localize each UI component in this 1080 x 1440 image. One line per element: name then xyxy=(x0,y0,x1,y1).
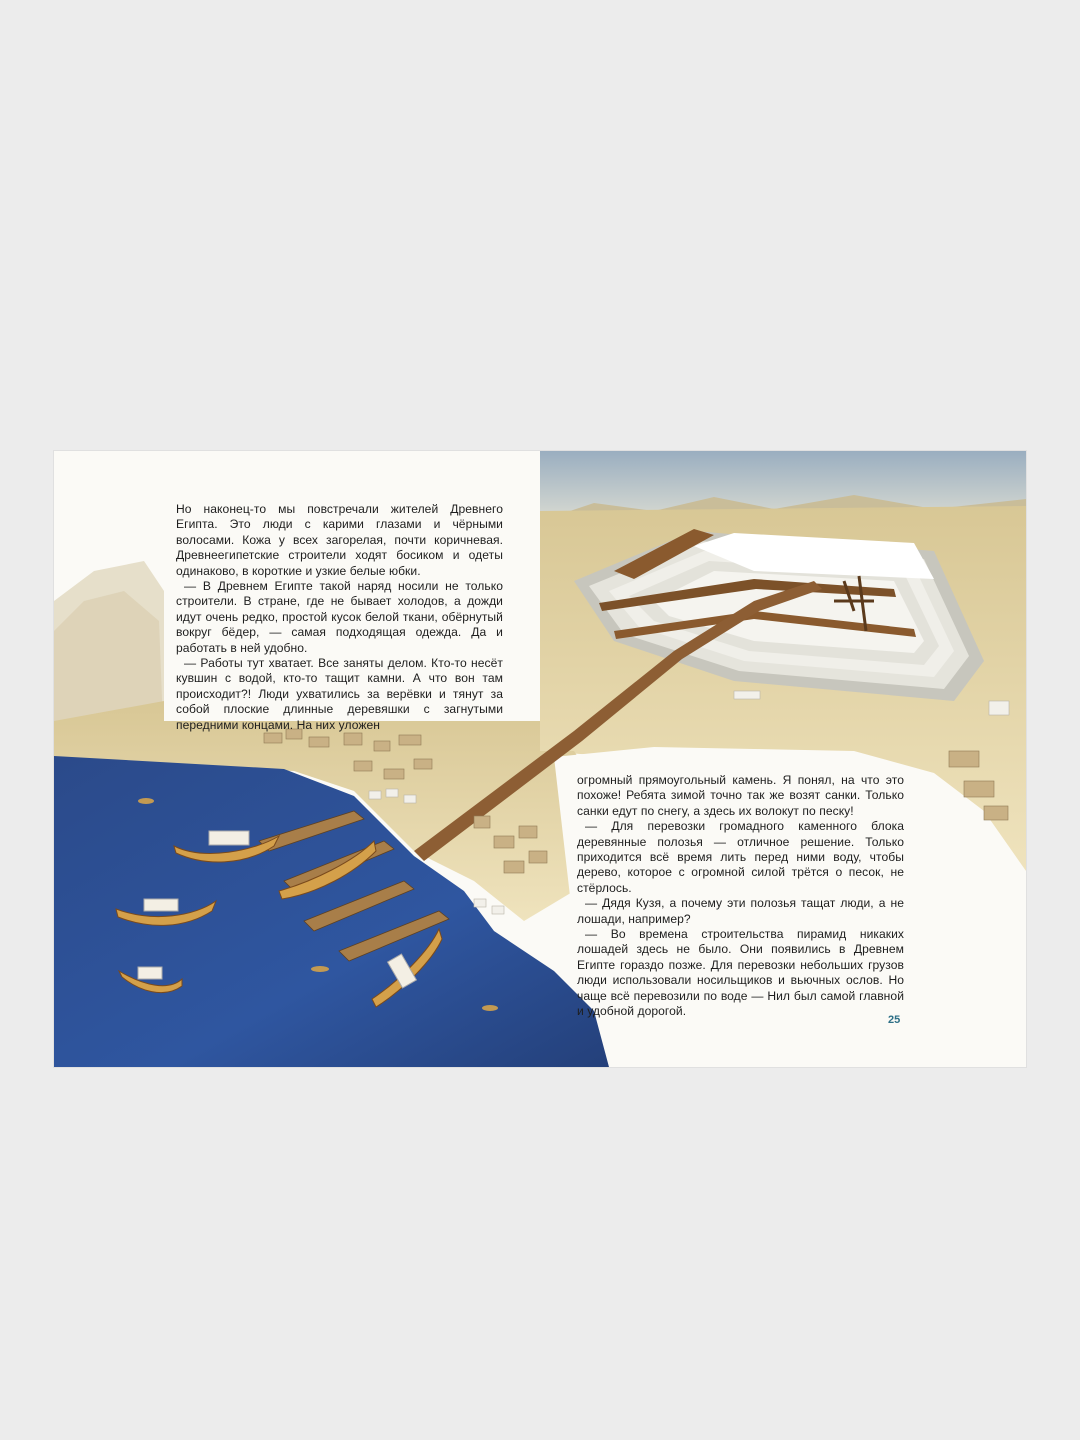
left-page-text xyxy=(176,502,503,733)
paragraph: — Для перевозки громадного каменного блока деревянные полозья — отличное решение. Только приходится всё время лить перед ними воду, чтобы дерево, которое с огромной силой трётся о песок, не стёрлось. xyxy=(577,819,904,895)
paragraph: — Во времена строительства пирамид никаких лошадей здесь не было. Они появились в Древнем Египте гораздо позже. Для перевозки небольших грузов люди использовали носильщиков и вьючных ослов. Но чаще всё перевозили по воде — Нил был самой главной и удобной дорогой. xyxy=(577,927,904,1019)
page-number: 25 xyxy=(888,1014,901,1026)
paragraph: Но наконец-то мы повстречали жителей Древнего Египта. Это люди с карими глазами и чёрными волосами. Кожа у всех загорелая, почти коричневая. Древнеегипетские строители ходят босиком и одеты одинаково, в короткие и узкие белые юбки. xyxy=(176,502,503,578)
paragraph: — Работы тут хватает. Все заняты делом. Кто-то несёт кувшин с водой, кто-то тащит камни. А что вон там происходит?! Люди ухватились за верёвки и тянут за собой плоские длинные деревяшки с загнутыми передними концами. На них уложен xyxy=(176,656,503,732)
book-spread xyxy=(54,451,1026,1067)
paragraph: — Дядя Кузя, а почему эти полозья тащат люди, а не лошади, например? xyxy=(577,896,904,926)
paragraph: огромный прямоугольный камень. Я понял, на что это похоже! Ребята зимой точно так же возят санки. Только санки едут по снегу, а здесь их волокут по песку! xyxy=(577,773,904,818)
paragraph: — В Древнем Египте такой наряд носили не только строители. В стране, где не бывает холодов, а дожди идут очень редко, простой кусок белой ткани, обёрнутый вокруг бёдер, — самая подходящая одежда. Да и работать в ней удобно. xyxy=(176,579,503,655)
right-page-text xyxy=(577,773,904,1020)
